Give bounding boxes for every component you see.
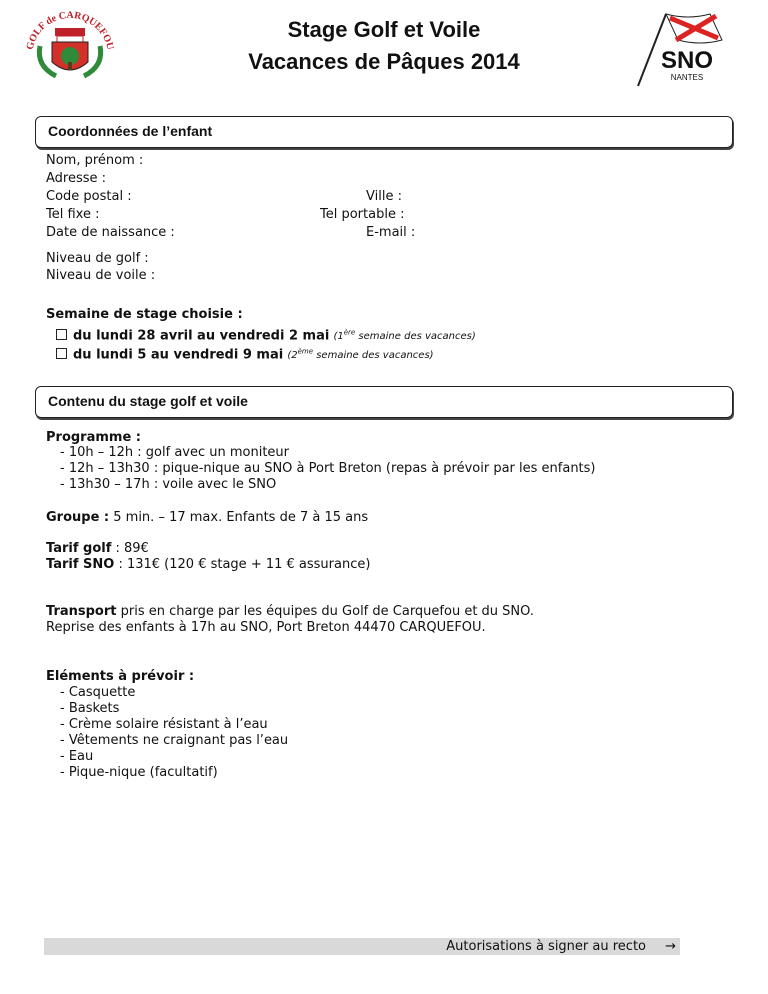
groupe-label: Groupe : [46,510,110,525]
week2-label: du lundi 5 au vendredi 9 mai [73,347,284,363]
field-tel-portable: Tel portable : [320,207,405,222]
arrow-right-icon: → [665,939,676,954]
groupe-text: 5 min. – 17 max. Enfants de 7 à 15 ans [109,510,369,525]
field-niveau-golf: Niveau de golf : [46,251,149,266]
field-adresse: Adresse : [46,171,107,186]
section-contenu-header [35,386,733,418]
footer-text: Autorisations à signer au recto [446,939,646,954]
reprise-line: Reprise des enfants à 17h au SNO, Port Breton 44470 CARQUEFOU. [46,620,486,635]
field-tel-fixe: Tel fixe : [46,207,100,222]
section-coordonnees-title: Coordonnées de l’enfant [48,123,213,139]
elements-item: - Crème solaire résistant à l’eau [60,717,268,732]
programme-item: - 10h – 12h : golf avec un moniteur [60,445,290,460]
programme-item: - 12h – 13h30 : pique-nique au SNO à Port Breton (repas à prévoir par les enfants) [60,461,596,476]
sno-logo-sub: NANTES [670,73,704,82]
field-code-postal: Code postal : [46,189,132,204]
field-date-naissance: Date de naissance : [46,225,175,240]
tarif-sno-label: Tarif SNO [46,557,115,572]
elements-label: Eléments à prévoir : [46,669,195,684]
week2-option[interactable] [56,343,434,365]
tarif-golf-text: : 89€ [111,541,149,556]
week1-label: du lundi 28 avril au vendredi 2 mai [73,328,330,344]
elements-item: - Vêtements ne craignant pas l’eau [60,733,289,748]
section-coordonnees-header [35,116,733,148]
programme-item: - 13h30 – 17h : voile avec le SNO [60,477,277,492]
programme-label: Programme : [46,430,141,445]
tarif-sno-line [46,556,370,574]
footer-bar [44,938,680,955]
tarif-sno-text: : 131€ (120 € stage + 11 € assurance) [114,557,371,572]
elements-item: - Eau [60,749,94,764]
page-title-line1: Stage Golf et Voile [287,17,481,42]
groupe-line [46,509,368,527]
golf-logo-text: GOLF de CARQUEFOU [24,9,116,51]
week1-note: (1ère semaine des vacances) [333,329,476,343]
section-contenu-title: Contenu du stage golf et voile [48,393,248,409]
elements-item: - Casquette [60,685,136,700]
field-niveau-voile: Niveau de voile : [46,268,156,283]
week1-checkbox[interactable] [56,329,67,340]
week2-checkbox[interactable] [56,348,67,359]
page-title-line2: Vacances de Pâques 2014 [248,49,520,74]
field-nom: Nom, prénom : [46,153,144,168]
field-email: E-mail : [366,225,416,240]
tarif-golf-label: Tarif golf [46,541,112,556]
elements-item: - Pique-nique (facultatif) [60,765,218,780]
semaine-label: Semaine de stage choisie : [46,307,243,322]
elements-item: - Baskets [60,701,120,716]
transport-label: Transport [46,604,117,619]
week2-note: (2ème semaine des vacances) [287,348,434,362]
sno-logo-text: SNO [660,47,714,74]
transport-text: pris en charge par les équipes du Golf de Carquefou et du SNO. [116,604,534,619]
field-ville: Ville : [366,189,402,204]
